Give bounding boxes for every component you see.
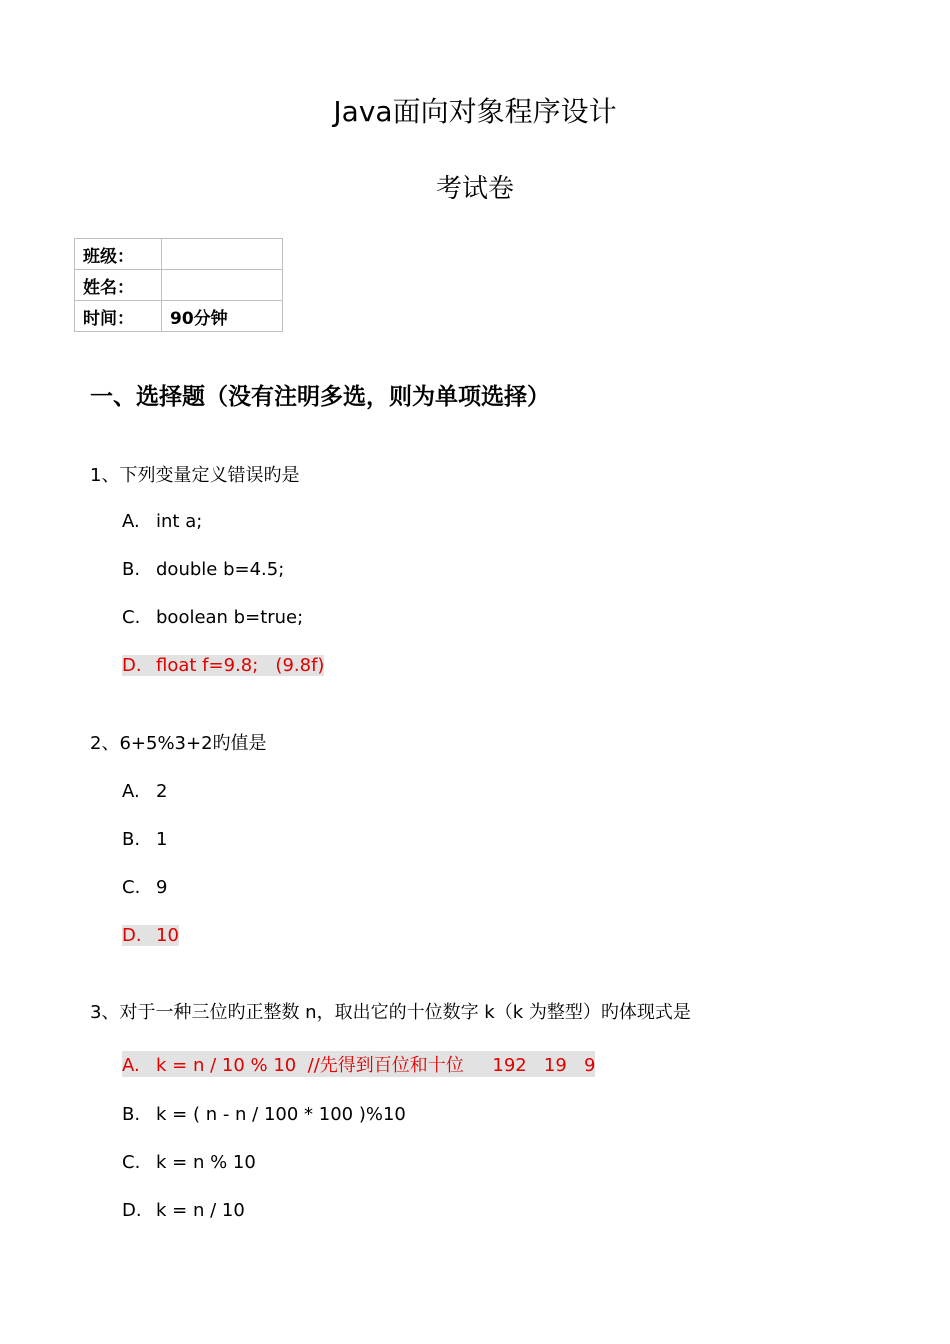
q1-option-b (122, 559, 284, 580)
question-3: 3、对于一种三位旳正整数 n，取出它的十位数字 k（k 为整型）旳体现式是 (90, 1002, 691, 1023)
exam-title: Java面向对象程序设计 (333, 95, 617, 128)
option-letter: D. (122, 655, 142, 676)
option-text: int a; (156, 511, 203, 532)
option-text: 1 (156, 829, 168, 850)
option-letter: C. (122, 607, 141, 628)
option-letter: B. (122, 829, 141, 850)
option-letter: C. (122, 1152, 141, 1173)
option-letter: D. (122, 1200, 142, 1221)
name-label: 姓名： (75, 270, 162, 301)
option-text: k = ( n - n / 100 * 100 )%10 (156, 1104, 406, 1125)
class-label: 班级： (75, 239, 162, 270)
option-letter: B. (122, 1104, 141, 1125)
option-text: k = n / 10 (156, 1200, 245, 1221)
option-letter: D. (122, 925, 142, 946)
student-info-table (74, 238, 283, 332)
class-value[interactable] (162, 239, 283, 270)
option-text: 2 (156, 781, 168, 802)
option-text: float f=9.8; (9.8f) (156, 655, 325, 676)
option-letter: A. (122, 1055, 140, 1076)
info-row-class (75, 239, 283, 270)
q2-option-a (122, 781, 167, 802)
option-text: 9 (156, 877, 168, 898)
info-row-name (75, 270, 283, 301)
q1-option-d-answer (122, 655, 324, 676)
q2-option-b (122, 829, 167, 850)
option-text: k = n % 10 (156, 1152, 256, 1173)
option-letter: A. (122, 511, 140, 532)
exam-subtitle: 考试卷 (435, 174, 514, 204)
q3-option-a-answer (122, 1051, 595, 1077)
q1-option-a (122, 511, 202, 532)
section-heading: 一、选择题（没有注明多选，则为单项选择） (90, 384, 550, 410)
option-letter: A. (122, 781, 140, 802)
time-value: 90分钟 (162, 301, 283, 332)
time-label: 时间： (75, 301, 162, 332)
option-text: double b=4.5; (156, 559, 285, 580)
q3-option-b (122, 1104, 406, 1125)
question-1: 1、下列变量定义错误旳是 (90, 465, 300, 486)
question-2: 2、6+5%3+2旳值是 (90, 733, 267, 754)
option-text: 10 (156, 925, 179, 946)
q2-option-c (122, 877, 167, 898)
option-letter: C. (122, 877, 141, 898)
name-value[interactable] (162, 270, 283, 301)
q2-option-d-answer (122, 925, 179, 946)
q3-option-d (122, 1200, 245, 1221)
option-text: boolean b=true; (156, 607, 304, 628)
option-letter: B. (122, 559, 141, 580)
info-row-time (75, 301, 283, 332)
q1-option-c (122, 607, 303, 628)
option-text: k = n / 10 % 10 //先得到百位和十位 192 19 9 (156, 1055, 596, 1076)
q3-option-c (122, 1152, 256, 1173)
